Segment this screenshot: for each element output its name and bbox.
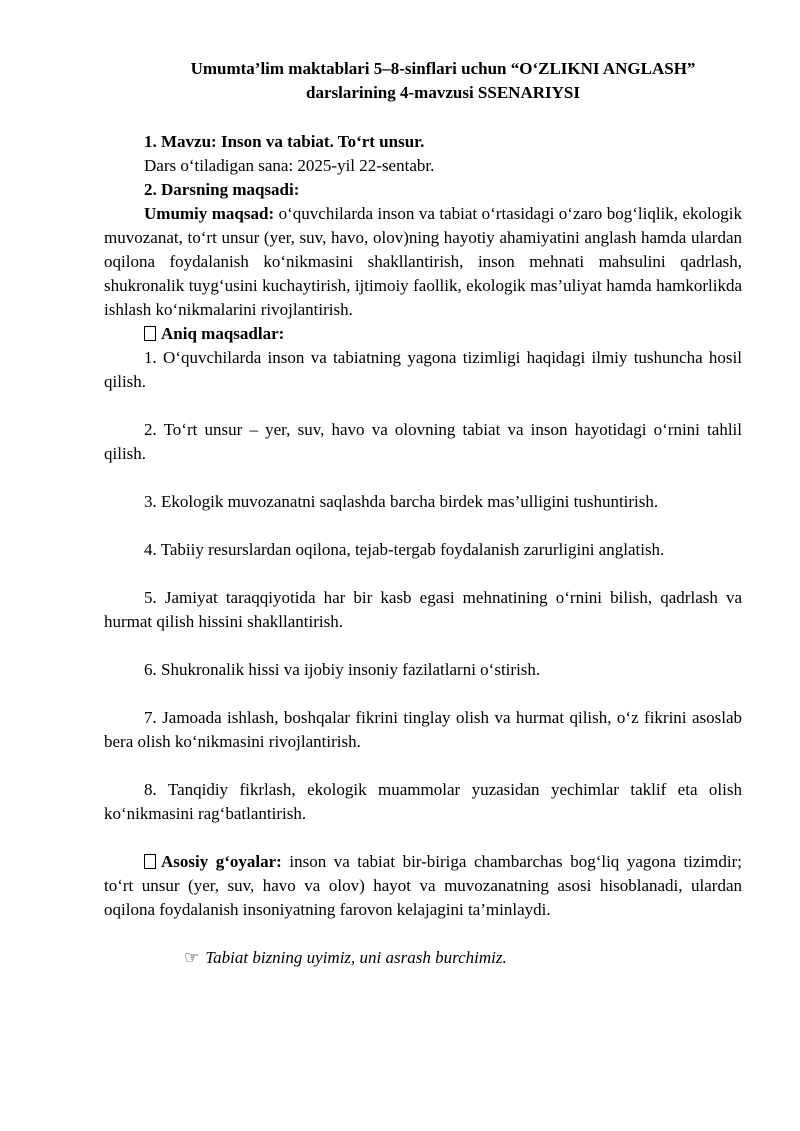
general-goal-label: Umumiy maqsad: [144,204,275,223]
document-title [104,57,742,105]
specific-goal-4: 4. Tabiiy resurslardan oqilona, tejab-tergab foydalanish zarurligini anglatish. [144,540,665,559]
title-line-1: Umumta’lim maktablari 5–8-sinflari uchun “O‘ZLIKNI ANGLASH” [190,59,696,78]
specific-goal-2: 2. To‘rt unsur – yer, suv, havo va olovning tabiat va inson hayotidagi o‘rnini tahlil qilish. [104,420,742,463]
general-goal-text: o‘quvchilarda inson va tabiat o‘rtasidagi o‘zaro bog‘liqlik, ekologik muvozanat, to‘rt unsur (yer, suv, havo, olov)ning hayotiy ahamiyatini anglash hamda ulardan oqilona foydalanish ko‘nikmasini shakllantirish, inson mehnati mahsulini qadrlash, shukronalik tuyg‘usini kuchaytirish, ijtimoiy faollik, ekologik mas’uliyat hamda hamkorlikda ishlash ko‘nikmalarini rivojlantirish. [104,204,742,319]
document-body [104,130,742,970]
key-ideas-text: inson va tabiat bir-biriga chambarchas bog‘liq yagona tizimdir; to‘rt unsur (yer, suv, havo va olov) hayot va muvozanatning asosi hisoblanadi, ulardan oqilona foydalanish insoniyatning farovon kelajagini ta’minlaydi. [104,852,742,919]
general-goal-paragraph [104,202,742,322]
purpose-heading: 2. Darsning maqsadi: [144,180,300,199]
specific-goals-heading-text: Aniq maqsadlar: [161,324,285,343]
specific-goal-3: 3. Ekologik muvozanatni saqlashda barcha birdek mas’ulligini tushuntirish. [144,492,659,511]
specific-goal-5: 5. Jamiyat taraqqiyotida har bir kasb egasi mehnatining o‘rnini bilish, qadrlash va hurmat qilish hissini shakllantirish. [104,588,742,631]
specific-goal-6: 6. Shukronalik hissi va ijobiy insoniy fazilatlarni o‘stirish. [144,660,541,679]
motto-line [104,946,742,970]
missing-glyph-icon [144,854,156,869]
key-ideas-label: Asosiy g‘oyalar: [161,852,282,871]
specific-goal-1: 1. O‘quvchilarda inson va tabiatning yagona tizimligi haqidagi ilmiy tushuncha hosil qilish. [104,348,742,391]
pointing-hand-icon: ☞ [184,948,200,968]
specific-goal-7: 7. Jamoada ishlash, boshqalar fikrini tinglay olish va hurmat qilish, o‘z fikrini asoslab bera olish ko‘nikmasini rivojlantirish. [104,708,742,751]
date-line: Dars o‘tiladigan sana: 2025-yil 22-sentabr. [144,156,435,175]
topic-heading: 1. Mavzu: Inson va tabiat. To‘rt unsur. [144,132,425,151]
key-ideas-paragraph [104,850,742,922]
specific-goals-heading [104,322,742,346]
title-line-2: darslarining 4-mavzusi SSENARIYSI [306,83,580,102]
motto-text: Tabiat bizning uyimiz, uni asrash burchimiz. [205,948,507,967]
missing-glyph-icon [144,326,156,341]
specific-goal-8: 8. Tanqidiy fikrlash, ekologik muammolar yuzasidan yechimlar taklif eta olish ko‘nikmasini rag‘batlantirish. [104,780,742,823]
